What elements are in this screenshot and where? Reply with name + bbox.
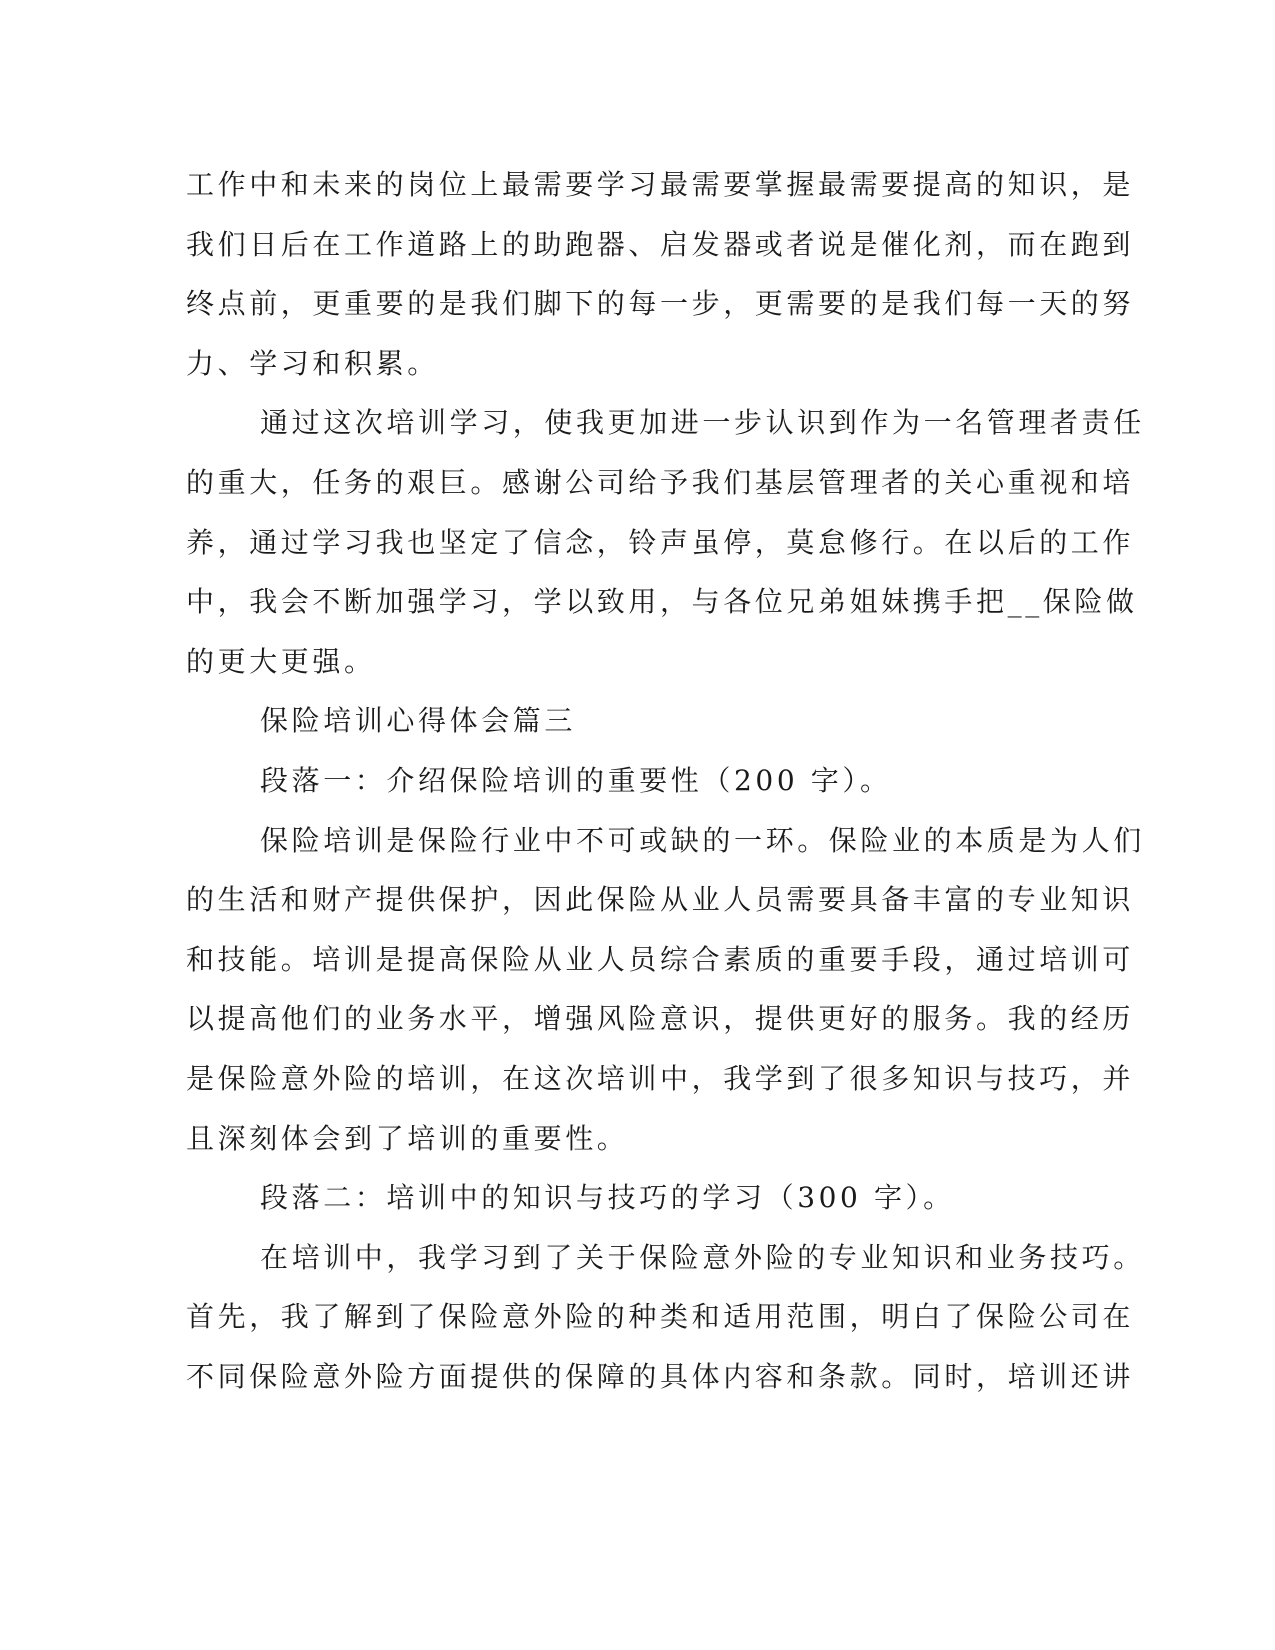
text-line: 养，通过学习我也坚定了信念，铃声虽停，莫怠修行。在以后的工作 [186, 525, 1135, 559]
text-line: 保险培训是保险行业中不可或缺的一环。保险业的本质是为人们 [260, 823, 1145, 857]
text-line: 的更大更强。 [186, 644, 376, 678]
text-line: 的生活和财产提供保护，因此保险从业人员需要具备丰富的专业知识 [186, 883, 1135, 917]
document-page [186, 155, 1145, 1406]
text-line: 以提高他们的业务水平，增强风险意识，提供更好的服务。我的经历 [186, 1002, 1135, 1036]
text-line: 通过这次培训学习，使我更加进一步认识到作为一名管理者责任 [260, 406, 1145, 440]
text-line: 且深刻体会到了培训的重要性。 [186, 1121, 629, 1155]
text-line: 力、学习和积累。 [186, 346, 439, 380]
paragraph-heading: 段落二：培训中的知识与技巧的学习（300 字）。 [260, 1181, 955, 1215]
text-line: 在培训中，我学习到了关于保险意外险的专业知识和业务技巧。 [260, 1240, 1145, 1274]
section-heading: 保险培训心得体会篇三 [260, 704, 577, 738]
text-line: 的重大，任务的艰巨。感谢公司给予我们基层管理者的关心重视和培 [186, 465, 1135, 499]
text-line: 中，我会不断加强学习，学以致用，与各位兄弟姐妹携手把__保险做 [186, 585, 1138, 619]
text-line: 我们日后在工作道路上的助跑器、启发器或者说是催化剂，而在跑到 [186, 227, 1135, 261]
text-line: 是保险意外险的培训，在这次培训中，我学到了很多知识与技巧，并 [186, 1061, 1135, 1095]
text-line: 终点前，更重要的是我们脚下的每一步，更需要的是我们每一天的努 [186, 287, 1135, 321]
text-line: 不同保险意外险方面提供的保障的具体内容和条款。同时，培训还讲 [186, 1359, 1135, 1393]
text-line: 首先，我了解到了保险意外险的种类和适用范围，明白了保险公司在 [186, 1300, 1135, 1334]
text-line: 工作中和未来的岗位上最需要学习最需要掌握最需要提高的知识，是 [186, 168, 1135, 201]
text-line: 和技能。培训是提高保险从业人员综合素质的重要手段，通过培训可 [186, 942, 1135, 976]
paragraph-heading: 段落一：介绍保险培训的重要性（200 字）。 [260, 763, 892, 797]
